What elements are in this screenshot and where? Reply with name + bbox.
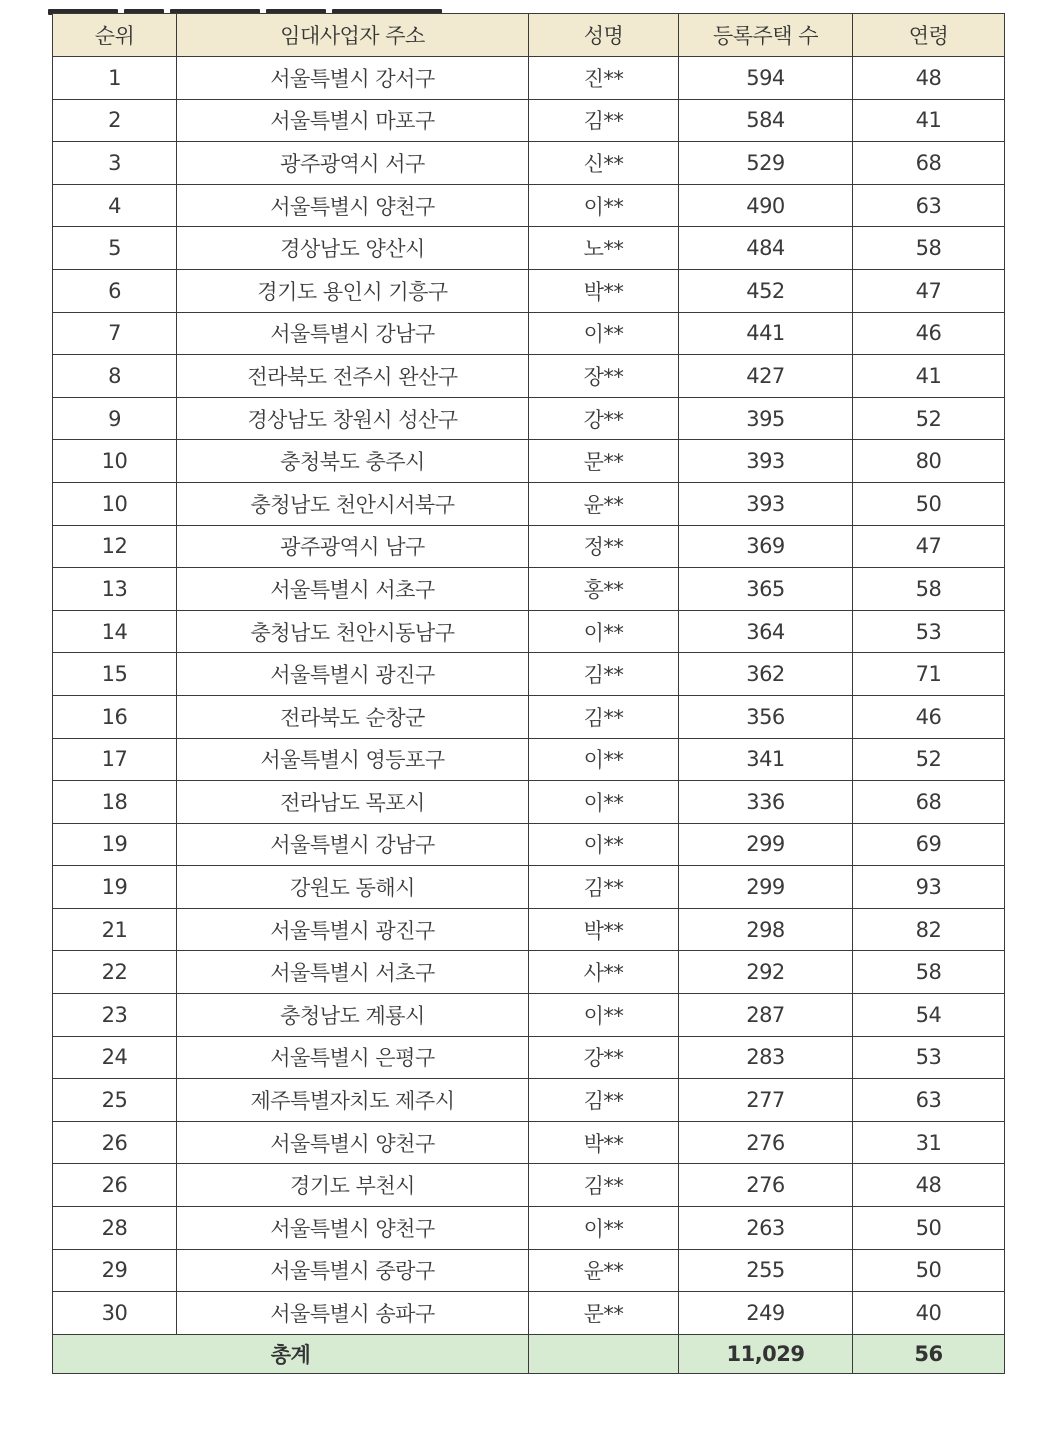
table-row xyxy=(53,440,1005,483)
cell-address: 경기도 용인시 기흥구 xyxy=(177,269,529,312)
header-address: 임대사업자 주소 xyxy=(177,14,529,57)
cell-rank: 4 xyxy=(53,184,177,227)
cell-name: 박** xyxy=(529,1121,679,1164)
cell-age: 47 xyxy=(853,525,1005,568)
cell-rank: 3 xyxy=(53,142,177,185)
cell-name: 김** xyxy=(529,1164,679,1207)
table-row xyxy=(53,1121,1005,1164)
cell-name: 김** xyxy=(529,866,679,909)
cell-rank: 29 xyxy=(53,1249,177,1292)
cell-name: 이** xyxy=(529,781,679,824)
cell-address: 서울특별시 강서구 xyxy=(177,57,529,100)
cell-age: 54 xyxy=(853,994,1005,1037)
cell-age: 53 xyxy=(853,1036,1005,1079)
table-row xyxy=(53,823,1005,866)
cell-rank: 24 xyxy=(53,1036,177,1079)
cell-house-count: 594 xyxy=(679,57,853,100)
cell-house-count: 276 xyxy=(679,1164,853,1207)
cell-address: 서울특별시 영등포구 xyxy=(177,738,529,781)
table-row xyxy=(53,482,1005,525)
cell-age: 63 xyxy=(853,184,1005,227)
table-footer xyxy=(53,1334,1005,1373)
cell-address: 제주특별자치도 제주시 xyxy=(177,1079,529,1122)
cell-name: 문** xyxy=(529,440,679,483)
table-row xyxy=(53,951,1005,994)
cell-address: 서울특별시 광진구 xyxy=(177,908,529,951)
cell-house-count: 365 xyxy=(679,568,853,611)
cell-address: 서울특별시 강남구 xyxy=(177,823,529,866)
cell-name: 김** xyxy=(529,1079,679,1122)
header-rank: 순위 xyxy=(53,14,177,57)
cell-name: 강** xyxy=(529,397,679,440)
cell-age: 52 xyxy=(853,397,1005,440)
cell-address: 서울특별시 송파구 xyxy=(177,1292,529,1335)
cell-name: 강** xyxy=(529,1036,679,1079)
cell-name: 정** xyxy=(529,525,679,568)
cell-rank: 26 xyxy=(53,1121,177,1164)
cell-house-count: 362 xyxy=(679,653,853,696)
cell-age: 46 xyxy=(853,312,1005,355)
cell-house-count: 584 xyxy=(679,99,853,142)
cell-rank: 10 xyxy=(53,482,177,525)
cell-name: 윤** xyxy=(529,1249,679,1292)
table-row xyxy=(53,781,1005,824)
cell-name: 박** xyxy=(529,908,679,951)
cell-house-count: 298 xyxy=(679,908,853,951)
cell-address: 충청남도 천안시서북구 xyxy=(177,482,529,525)
cell-house-count: 255 xyxy=(679,1249,853,1292)
table-row xyxy=(53,994,1005,1037)
cell-address: 서울특별시 양천구 xyxy=(177,1121,529,1164)
cell-rank: 6 xyxy=(53,269,177,312)
cell-age: 41 xyxy=(853,355,1005,398)
cell-house-count: 395 xyxy=(679,397,853,440)
cell-rank: 2 xyxy=(53,99,177,142)
cell-house-count: 452 xyxy=(679,269,853,312)
cell-name: 홍** xyxy=(529,568,679,611)
cell-age: 58 xyxy=(853,227,1005,270)
cell-age: 93 xyxy=(853,866,1005,909)
cell-house-count: 283 xyxy=(679,1036,853,1079)
table-row xyxy=(53,908,1005,951)
table-row xyxy=(53,610,1005,653)
total-row xyxy=(53,1334,1005,1373)
cell-house-count: 356 xyxy=(679,695,853,738)
cell-rank: 21 xyxy=(53,908,177,951)
cell-address: 서울특별시 마포구 xyxy=(177,99,529,142)
cell-address: 충청남도 계룡시 xyxy=(177,994,529,1037)
cell-address: 서울특별시 강남구 xyxy=(177,312,529,355)
cell-name: 김** xyxy=(529,695,679,738)
cell-address: 광주광역시 남구 xyxy=(177,525,529,568)
cell-rank: 19 xyxy=(53,823,177,866)
cell-address: 전라북도 순창군 xyxy=(177,695,529,738)
cell-rank: 28 xyxy=(53,1207,177,1250)
table-body xyxy=(53,57,1005,1335)
cell-age: 69 xyxy=(853,823,1005,866)
cell-house-count: 490 xyxy=(679,184,853,227)
table-row xyxy=(53,1164,1005,1207)
cell-age: 47 xyxy=(853,269,1005,312)
cell-address: 서울특별시 광진구 xyxy=(177,653,529,696)
cell-rank: 1 xyxy=(53,57,177,100)
cell-house-count: 249 xyxy=(679,1292,853,1335)
cell-age: 68 xyxy=(853,781,1005,824)
table-row xyxy=(53,738,1005,781)
table-row xyxy=(53,1292,1005,1335)
cell-address: 강원도 동해시 xyxy=(177,866,529,909)
cell-rank: 22 xyxy=(53,951,177,994)
cell-house-count: 393 xyxy=(679,482,853,525)
cell-age: 40 xyxy=(853,1292,1005,1335)
cell-address: 전라북도 전주시 완산구 xyxy=(177,355,529,398)
cell-house-count: 529 xyxy=(679,142,853,185)
table-row xyxy=(53,866,1005,909)
cell-address: 서울특별시 서초구 xyxy=(177,951,529,994)
cell-address: 서울특별시 양천구 xyxy=(177,1207,529,1250)
cell-rank: 14 xyxy=(53,610,177,653)
cell-rank: 19 xyxy=(53,866,177,909)
cell-rank: 26 xyxy=(53,1164,177,1207)
cropped-caption-fragment xyxy=(48,0,468,8)
cell-address: 경기도 부천시 xyxy=(177,1164,529,1207)
table-row xyxy=(53,184,1005,227)
cell-name: 이** xyxy=(529,738,679,781)
cell-house-count: 299 xyxy=(679,823,853,866)
cell-age: 31 xyxy=(853,1121,1005,1164)
cell-age: 50 xyxy=(853,482,1005,525)
cell-name: 이** xyxy=(529,1207,679,1250)
cell-house-count: 393 xyxy=(679,440,853,483)
cell-rank: 9 xyxy=(53,397,177,440)
cell-address: 충청남도 천안시동남구 xyxy=(177,610,529,653)
table-row xyxy=(53,142,1005,185)
cell-name: 윤** xyxy=(529,482,679,525)
cell-age: 58 xyxy=(853,951,1005,994)
cell-name: 김** xyxy=(529,99,679,142)
table-row xyxy=(53,525,1005,568)
cell-rank: 17 xyxy=(53,738,177,781)
cell-rank: 7 xyxy=(53,312,177,355)
cell-house-count: 427 xyxy=(679,355,853,398)
cell-address: 충청북도 충주시 xyxy=(177,440,529,483)
cell-house-count: 441 xyxy=(679,312,853,355)
cell-address: 경상남도 창원시 성산구 xyxy=(177,397,529,440)
cell-name: 진** xyxy=(529,57,679,100)
cell-age: 46 xyxy=(853,695,1005,738)
cell-name: 박** xyxy=(529,269,679,312)
table-row xyxy=(53,57,1005,100)
cell-rank: 5 xyxy=(53,227,177,270)
cell-age: 52 xyxy=(853,738,1005,781)
table-row xyxy=(53,568,1005,611)
header-house-count: 등록주택 수 xyxy=(679,14,853,57)
cell-name: 신** xyxy=(529,142,679,185)
cell-house-count: 369 xyxy=(679,525,853,568)
landlord-ranking-table xyxy=(52,13,1005,1374)
total-house-count: 11,029 xyxy=(679,1334,853,1373)
cell-name: 김** xyxy=(529,653,679,696)
cell-age: 50 xyxy=(853,1249,1005,1292)
cell-rank: 12 xyxy=(53,525,177,568)
cell-age: 68 xyxy=(853,142,1005,185)
cell-house-count: 277 xyxy=(679,1079,853,1122)
cell-house-count: 287 xyxy=(679,994,853,1037)
cell-name: 장** xyxy=(529,355,679,398)
cell-rank: 16 xyxy=(53,695,177,738)
cell-house-count: 336 xyxy=(679,781,853,824)
cell-address: 경상남도 양산시 xyxy=(177,227,529,270)
table-row xyxy=(53,1036,1005,1079)
cell-rank: 30 xyxy=(53,1292,177,1335)
total-label: 총계 xyxy=(53,1334,529,1373)
header-age: 연령 xyxy=(853,14,1005,57)
table-row xyxy=(53,227,1005,270)
cell-rank: 8 xyxy=(53,355,177,398)
cell-name: 이** xyxy=(529,823,679,866)
table-row xyxy=(53,695,1005,738)
table-row xyxy=(53,1079,1005,1122)
cell-rank: 15 xyxy=(53,653,177,696)
cell-address: 광주광역시 서구 xyxy=(177,142,529,185)
cell-name: 노** xyxy=(529,227,679,270)
cell-house-count: 484 xyxy=(679,227,853,270)
table-row xyxy=(53,1207,1005,1250)
cell-house-count: 263 xyxy=(679,1207,853,1250)
cell-name: 사** xyxy=(529,951,679,994)
cell-rank: 18 xyxy=(53,781,177,824)
cell-age: 80 xyxy=(853,440,1005,483)
cell-name: 이** xyxy=(529,184,679,227)
cell-house-count: 292 xyxy=(679,951,853,994)
cell-age: 48 xyxy=(853,1164,1005,1207)
cell-address: 전라남도 목포시 xyxy=(177,781,529,824)
cell-age: 82 xyxy=(853,908,1005,951)
cell-age: 50 xyxy=(853,1207,1005,1250)
cell-age: 48 xyxy=(853,57,1005,100)
table-row xyxy=(53,1249,1005,1292)
cell-house-count: 364 xyxy=(679,610,853,653)
cell-age: 53 xyxy=(853,610,1005,653)
cell-house-count: 299 xyxy=(679,866,853,909)
header-name: 성명 xyxy=(529,14,679,57)
header-row xyxy=(53,14,1005,57)
cell-rank: 25 xyxy=(53,1079,177,1122)
cell-house-count: 341 xyxy=(679,738,853,781)
total-age: 56 xyxy=(853,1334,1005,1373)
cell-house-count: 276 xyxy=(679,1121,853,1164)
cell-name: 이** xyxy=(529,312,679,355)
cell-name: 이** xyxy=(529,994,679,1037)
table-row xyxy=(53,269,1005,312)
table-header xyxy=(53,14,1005,57)
cell-age: 63 xyxy=(853,1079,1005,1122)
cell-rank: 10 xyxy=(53,440,177,483)
cell-rank: 23 xyxy=(53,994,177,1037)
table-row xyxy=(53,653,1005,696)
cell-age: 58 xyxy=(853,568,1005,611)
total-name xyxy=(529,1334,679,1373)
table-row xyxy=(53,355,1005,398)
table-row xyxy=(53,312,1005,355)
cell-age: 41 xyxy=(853,99,1005,142)
cell-name: 문** xyxy=(529,1292,679,1335)
cell-age: 71 xyxy=(853,653,1005,696)
table-row xyxy=(53,99,1005,142)
cell-address: 서울특별시 중랑구 xyxy=(177,1249,529,1292)
cell-address: 서울특별시 은평구 xyxy=(177,1036,529,1079)
table-row xyxy=(53,397,1005,440)
cell-address: 서울특별시 양천구 xyxy=(177,184,529,227)
cell-name: 이** xyxy=(529,610,679,653)
cell-rank: 13 xyxy=(53,568,177,611)
cell-address: 서울특별시 서초구 xyxy=(177,568,529,611)
